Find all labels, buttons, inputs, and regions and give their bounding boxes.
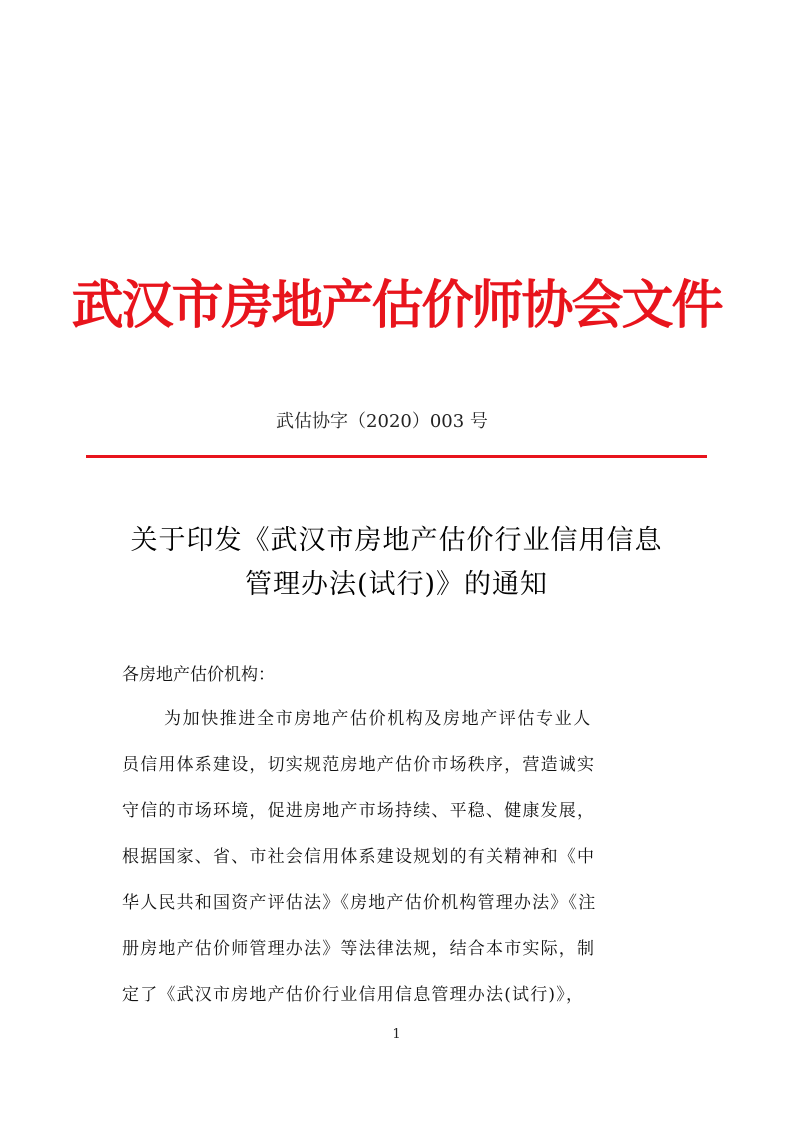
- body-line: 定了《武汉市房地产估价行业信用信息管理办法(试行)》，: [122, 985, 585, 1005]
- salutation: 各房地产估价机构：: [122, 665, 275, 685]
- document-number: 武估协字（2020）003 号: [276, 411, 488, 432]
- body-line: 守信的市场环境，促进房地产市场持续、平稳、健康发展，: [122, 801, 596, 821]
- page-number: 1: [392, 1027, 401, 1042]
- body-line: 册房地产估价师管理办法》等法律法规，结合本市实际，制: [122, 939, 596, 959]
- red-separator-rule: [86, 455, 707, 458]
- body-line: 根据国家、省、市社会信用体系建设规划的有关精神和《中: [122, 847, 596, 867]
- notice-title-line-2: 管理办法(试行)》的通知: [244, 569, 549, 600]
- body-line: 华人民共和国资产评估法》《房地产估价机构管理办法》《注: [122, 893, 597, 913]
- body-line: 为加快推进全市房地产估价机构及房地产评估专业人: [164, 709, 592, 729]
- notice-title-line-1: 关于印发《武汉市房地产估价行业信用信息: [130, 525, 663, 556]
- notice-title: [0, 519, 793, 607]
- org-header-title: 武汉市房地产估价师协会文件: [71, 276, 722, 336]
- body-paragraph: [122, 704, 682, 1026]
- body-line: 员信用体系建设，切实规范房地产估价市场秩序，营造诚实: [122, 755, 596, 775]
